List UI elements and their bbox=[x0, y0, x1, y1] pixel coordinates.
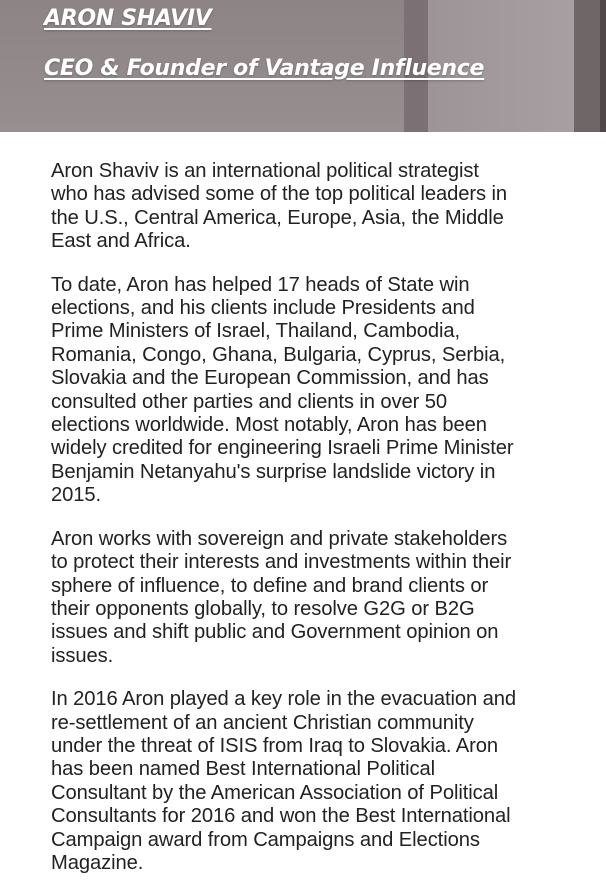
banner-panel bbox=[574, 0, 600, 132]
banner-panel bbox=[600, 0, 606, 132]
profile-name[interactable]: ARON SHAVIV bbox=[44, 6, 212, 31]
bio-content bbox=[51, 160, 521, 895]
profile-role[interactable]: CEO & Founder of Vantage Influence bbox=[44, 56, 485, 81]
bio-paragraph: Aron Shaviv is an international political strategist who has advised some of the top political leaders in the U.S., Central America, Europe, Asia, the Middle East and Africa. bbox=[51, 160, 508, 253]
bio-paragraph: In 2016 Aron played a key role in the evacuation and re-settlement of an ancient Christian community under the threat of ISIS from Iraq to Slovakia. Aron has been named Best International Political Consultant by the American Association of Political Consultants for 2016 and won the Best International Campaign award from Campaigns and Elections Magazine. bbox=[51, 688, 517, 874]
bio-paragraph: To date, Aron has helped 17 heads of State win elections, and his clients include Presidents and Prime Ministers of Israel, Thailand, Cambodia, Romania, Congo, Ghana, Bulgaria, Cyprus, Serbia, Slovakia and the European Commission, and has consulted other parties and clients in over 50 elections worldwide. Most notably, Aron has been widely credited for engineering Israeli Prime Minister Benjamin Netanyahu's surprise landslide victory in 2015. bbox=[51, 273, 514, 507]
bio-paragraph: Aron works with sovereign and private stakeholders to protect their interests and investments within their sphere of influence, to define and brand clients or their opponents globally, to resolve G2G or B2G issues and shift public and Government opinion on issues. bbox=[51, 527, 512, 667]
header-banner bbox=[0, 0, 606, 132]
